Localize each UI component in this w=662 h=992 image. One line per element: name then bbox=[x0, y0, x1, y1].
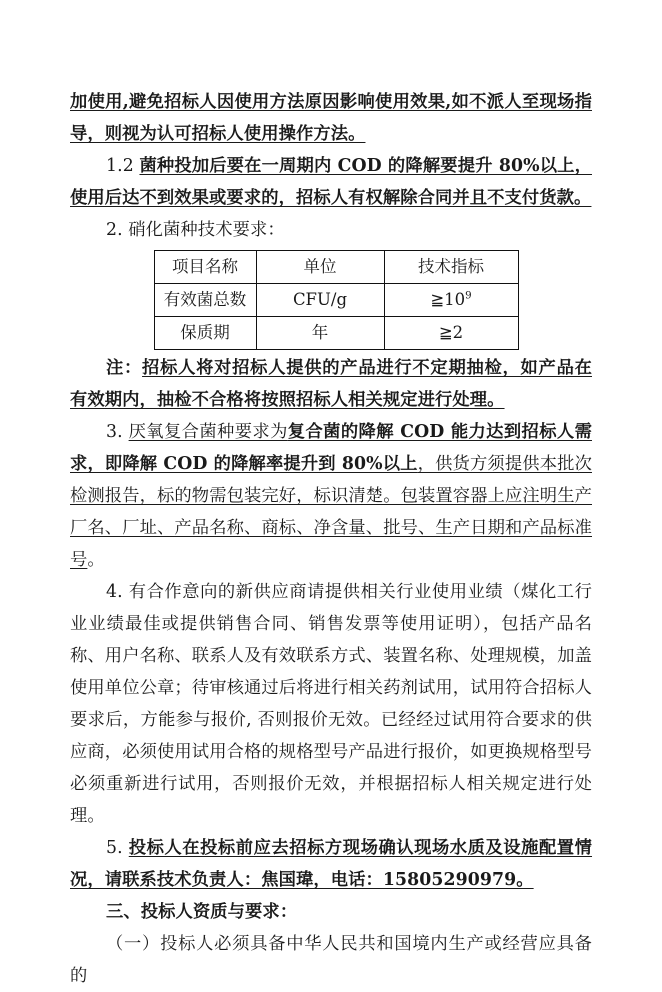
paragraph-1-2-number: 1.2 bbox=[106, 156, 140, 176]
paragraph-3-emphasis: 复合菌的降解 COD 能力达到招标人需求，即降解 COD 的降解率提升到 80%以上 bbox=[70, 422, 592, 474]
paragraph-2-heading-text: 2. 硝化菌种技术要求： bbox=[106, 220, 285, 240]
paragraph-continued-1-1 bbox=[70, 86, 592, 150]
paragraph-section-three-heading bbox=[70, 896, 592, 928]
paragraph-continued-1-1-run-0: 加使用,避免招标人因使用方法原因影响使用效果,如不派人至现场指导，则视为认可招标人使用操作方法。 bbox=[70, 92, 592, 144]
nitrifying-bacteria-spec-table bbox=[154, 250, 519, 350]
paragraph-5-number: 5. bbox=[106, 838, 129, 858]
table-cell-indicator bbox=[384, 284, 518, 317]
table-row bbox=[154, 317, 518, 350]
table-cell-unit: CFU/g bbox=[256, 284, 384, 317]
table-cell-item: 有效菌总数 bbox=[154, 284, 256, 317]
paragraph-4-body: 4. 有合作意向的新供应商请提供相关行业使用业绩（煤化工行业业绩最佳或提供销售合同、销售发票等使用证明），包括产品名称、用户名称、联系人及有效联系方式、装置名称、处理规模，加盖使用单位公章；待审核通过后将进行相关药剂试用，试用符合招标人要求后，方能参与报价, 否则报价无效。已经经过试用符合要求的供应商，必须使用试用合格的规格型号产品进行报价，如更换规格型号必须重新进行试用，否则报价无效，并根据招标人相关规定进行处理。 bbox=[70, 582, 592, 826]
table-header-indicator: 技术指标 bbox=[384, 251, 518, 284]
paragraph-item-one bbox=[70, 928, 592, 992]
table-cell-indicator-exponent: 9 bbox=[465, 290, 472, 302]
paragraph-5-body: 投标人在投标前应去招标方现场确认现场水质及设施配置情况，请联系技术负责人：焦国瑋，电话：15805290979。 bbox=[70, 838, 593, 890]
paragraph-2-heading bbox=[70, 214, 592, 246]
table-cell-indicator bbox=[384, 317, 518, 350]
table-cell-unit: 年 bbox=[256, 317, 384, 350]
paragraph-4 bbox=[70, 576, 592, 832]
paragraph-3-lead: 厌氧复合菌种要求为 bbox=[128, 422, 288, 442]
table-cell-indicator-base: ≧10 bbox=[430, 289, 466, 309]
table-row bbox=[154, 284, 518, 317]
paragraph-1-2-body: 菌种投加后要在一周期内 COD 的降解要提升 80%以上，使用后达不到效果或要求的，招标人有权解除合同并且不支付货款。 bbox=[70, 156, 592, 208]
table-header-item: 项目名称 bbox=[154, 251, 256, 284]
spec-table-wrapper bbox=[70, 250, 592, 350]
paragraph-section-three-heading-text: 三、投标人资质与要求： bbox=[106, 902, 298, 922]
paragraph-3-period: 。 bbox=[87, 550, 105, 570]
table-cell-indicator-base: ≧2 bbox=[438, 322, 464, 342]
paragraph-item-one-text: （一）投标人必须具备中华人民共和国境内生产或经营应具备的 bbox=[70, 934, 592, 986]
paragraph-note-label: 注： bbox=[106, 358, 143, 378]
table-header-row bbox=[154, 251, 518, 284]
table-cell-item: 保质期 bbox=[154, 317, 256, 350]
paragraph-3-tail: ，供货方须提供本批次检测报告，标的物需包装完好，标识清楚。包装置容器上应注明生产厂名、厂址、产品名称、商标、净含量、批号、生产日期和产品标准号 bbox=[70, 454, 592, 570]
table-header-unit: 单位 bbox=[256, 251, 384, 284]
paragraph-3 bbox=[70, 416, 592, 576]
paragraph-1-2 bbox=[70, 150, 592, 214]
paragraph-3-number: 3. bbox=[106, 422, 129, 442]
paragraph-note-body: 招标人将对招标人提供的产品进行不定期抽检，如产品在有效期内，抽检不合格将按照招标人相关规定进行处理。 bbox=[70, 358, 592, 410]
page-content bbox=[70, 86, 592, 992]
paragraph-note bbox=[70, 352, 592, 416]
paragraph-5 bbox=[70, 832, 592, 896]
